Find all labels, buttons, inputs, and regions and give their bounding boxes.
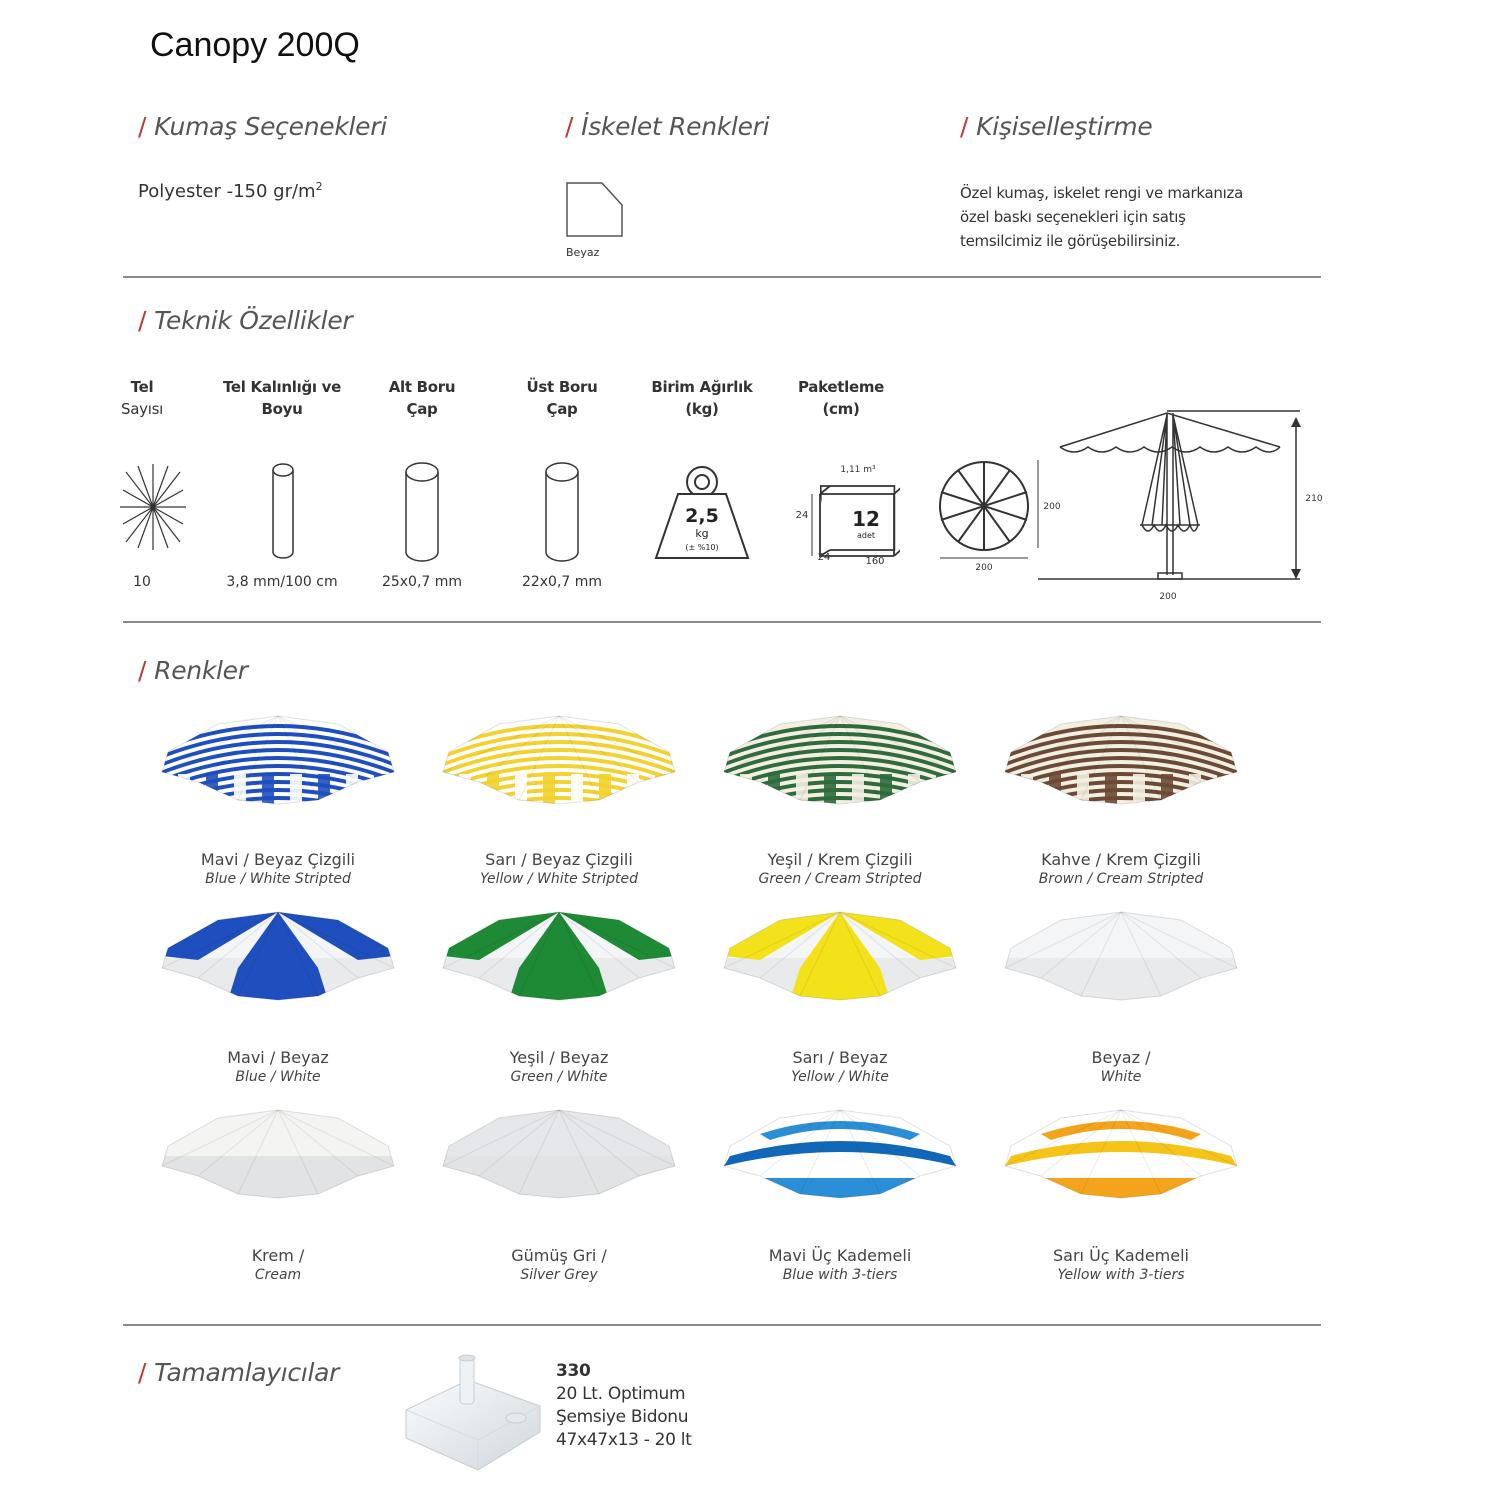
color-label-green-white: Yeşil / Beyaz Green / White (509, 1048, 609, 1085)
umbrella-blue-white-striped (158, 712, 398, 812)
color-label-blue-white-striped: Mavi / Beyaz Çizgili Blue / White Stripted (200, 850, 356, 887)
umbrella-silver-grey (439, 1106, 679, 1206)
package-count-unit: adet (856, 531, 876, 540)
umbrella-blue-3-tiers (720, 1106, 960, 1206)
divider-3 (123, 1324, 1321, 1326)
page-title: Canopy 200Q (150, 26, 360, 64)
spec-value-upper-pipe: 22x0,7 mm (521, 574, 603, 590)
color-label-green-cream-striped: Yeşil / Krem Çizgili Green / Cream Stripted (758, 850, 922, 887)
package-count: 12 (852, 507, 880, 531)
umbrella-cream (158, 1106, 398, 1206)
circle-width-label: 200 (975, 563, 993, 573)
color-label-yellow-white-striped: Sarı / Beyaz Çizgili Yellow / White Stripted (479, 850, 639, 887)
umbrella-green-cream-striped (720, 712, 960, 812)
fabric-heading: / Kumaş Seçenekleri (138, 112, 387, 141)
package-volume: 1,11 m³ (840, 465, 876, 475)
custom-text: Özel kumaş, iskelet rengi ve markanıza özel baskı seçenekleri için satış temsilcimiz ile görüşebilirsiniz. (960, 184, 1243, 250)
spec-value-rib-size: 3,8 mm/100 cm (226, 574, 338, 590)
upper-pipe-icon (543, 460, 581, 564)
color-label-silver-grey: Gümüş Gri / Silver Grey (511, 1246, 607, 1283)
spec-value-lower-pipe: 25x0,7 mm (381, 574, 463, 590)
weight-icon (652, 462, 752, 562)
accessories-heading: / Tamamlayıcılar (138, 1358, 340, 1387)
spec-label-package: Paketleme (cm) (797, 378, 885, 418)
color-label-cream: Krem / Cream (251, 1246, 305, 1283)
umbrella-side-view-diagram (1030, 405, 1330, 610)
color-label-blue-3-tiers: Mavi Üç Kademeli Blue with 3-tiers (768, 1246, 912, 1283)
spec-label-lower-pipe: Alt Boru Çap (388, 378, 456, 418)
color-label-white: Beyaz / White (1091, 1048, 1151, 1085)
package-width: 160 (865, 556, 885, 567)
umbrella-width-label: 200 (1159, 592, 1177, 602)
accessory-info: 330 20 Lt. Optimum Şemsiye Bidonu 47x47x13 - 20 lt (556, 1361, 692, 1450)
umbrella-yellow-3-tiers (1001, 1106, 1241, 1206)
lower-pipe-icon (403, 460, 441, 564)
custom-heading: / Kişiselleştirme (960, 112, 1153, 141)
umbrella-yellow-white-striped (439, 712, 679, 812)
package-depth: 24 (817, 552, 831, 563)
color-label-yellow-white: Sarı / Beyaz Yellow / White (791, 1048, 889, 1085)
colors-heading: / Renkler (138, 656, 248, 685)
color-label-blue-white: Mavi / Beyaz Blue / White (227, 1048, 329, 1085)
weight-value: 2,5 (685, 505, 719, 527)
spec-label-rib-count: Tel Sayısı (121, 378, 163, 418)
color-label-yellow-3-tiers: Sarı Üç Kademeli Yellow with 3-tiers (1053, 1246, 1189, 1283)
ribs-star-icon (118, 462, 188, 552)
spec-label-rib-size: Tel Kalınlığı ve Boyu (222, 378, 342, 418)
rib-tube-icon (268, 460, 298, 562)
umbrella-base-image (398, 1352, 548, 1477)
package-height: 24 (795, 510, 809, 521)
accessory-code: 330 (556, 1361, 591, 1381)
divider-2 (123, 621, 1321, 623)
spec-label-weight: Birim Ağırlık (kg) (651, 378, 753, 418)
umbrella-brown-cream-striped (1001, 712, 1241, 812)
frame-swatch-label: Beyaz (566, 246, 600, 259)
umbrella-green-white (439, 908, 679, 1008)
weight-tolerance: (± %10) (685, 543, 719, 552)
divider-1 (123, 276, 1321, 278)
fabric-text: Polyester -150 $gr/m^2$ (138, 180, 323, 202)
color-label-brown-cream-striped: Kahve / Krem Çizgili Brown / Cream Stripted (1038, 850, 1204, 887)
umbrella-yellow-white (720, 908, 960, 1008)
frame-swatch-white (564, 180, 626, 240)
spec-value-rib-count: 10 (133, 574, 151, 590)
tech-heading: / Teknik Özellikler (138, 306, 353, 335)
package-box-icon (790, 460, 900, 568)
spec-label-upper-pipe: Üst Boru Çap (526, 378, 598, 418)
umbrella-height-label: 210 (1305, 494, 1323, 504)
frame-heading: / İskelet Renkleri (565, 112, 770, 141)
umbrella-blue-white (158, 908, 398, 1008)
weight-unit: kg (695, 527, 709, 540)
circle-height-label: 200 (1043, 502, 1061, 512)
umbrella-white (1001, 908, 1241, 1008)
